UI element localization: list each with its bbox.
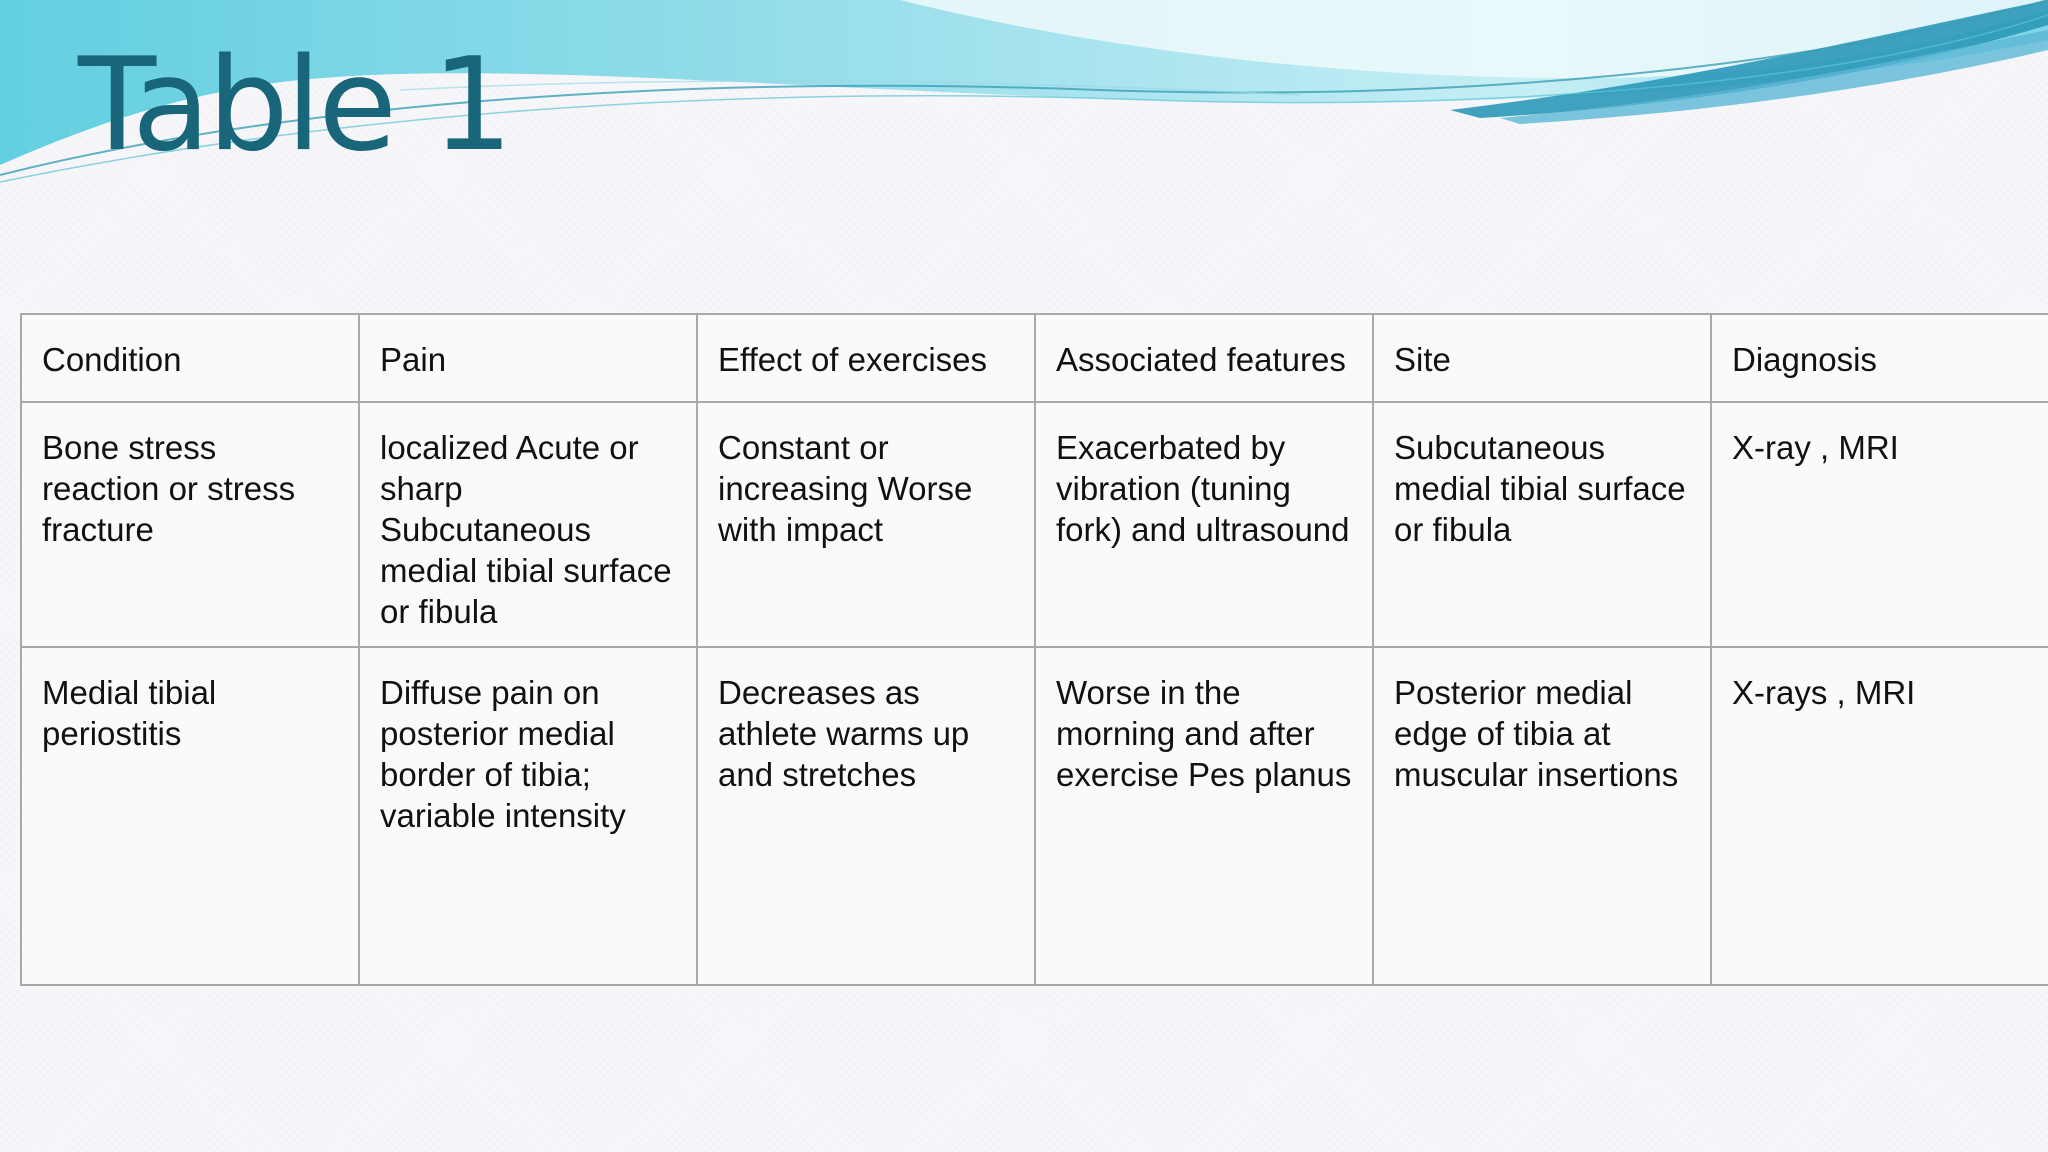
table-cell: Exacerbated by vibration (tuning fork) and ultrasound bbox=[1035, 402, 1373, 647]
table-cell: X-ray , MRI bbox=[1711, 402, 2048, 647]
table-cell: Posterior medial edge of tibia at muscular insertions bbox=[1373, 647, 1711, 985]
comparison-table bbox=[20, 313, 2048, 986]
comparison-table-container bbox=[20, 313, 2048, 986]
table-cell: Diffuse pain on posterior medial border of tibia; variable intensity bbox=[359, 647, 697, 985]
header-cell-condition: Condition bbox=[21, 314, 359, 402]
table-cell: Medial tibial periostitis bbox=[21, 647, 359, 985]
header-cell-pain: Pain bbox=[359, 314, 697, 402]
table-cell: Worse in the morning and after exercise Pes planus bbox=[1035, 647, 1373, 985]
table-row bbox=[21, 647, 2048, 985]
table-cell: Subcutaneous medial tibial surface or fibula bbox=[1373, 402, 1711, 647]
header-cell-associated-features: Associated features bbox=[1035, 314, 1373, 402]
header-cell-diagnosis: Diagnosis bbox=[1711, 314, 2048, 402]
header-cell-effect-of-exercises: Effect of exercises bbox=[697, 314, 1035, 402]
slide-title: Table 1 bbox=[78, 31, 511, 180]
table-cell: localized Acute or sharp Subcutaneous medial tibial surface or fibula bbox=[359, 402, 697, 647]
table-row bbox=[21, 402, 2048, 647]
table-cell: Bone stress reaction or stress fracture bbox=[21, 402, 359, 647]
table-cell: X-rays , MRI bbox=[1711, 647, 2048, 985]
header-cell-site: Site bbox=[1373, 314, 1711, 402]
table-cell: Decreases as athlete warms up and stretches bbox=[697, 647, 1035, 985]
table-cell: Constant or increasing Worse with impact bbox=[697, 402, 1035, 647]
table-header-row bbox=[21, 314, 2048, 402]
